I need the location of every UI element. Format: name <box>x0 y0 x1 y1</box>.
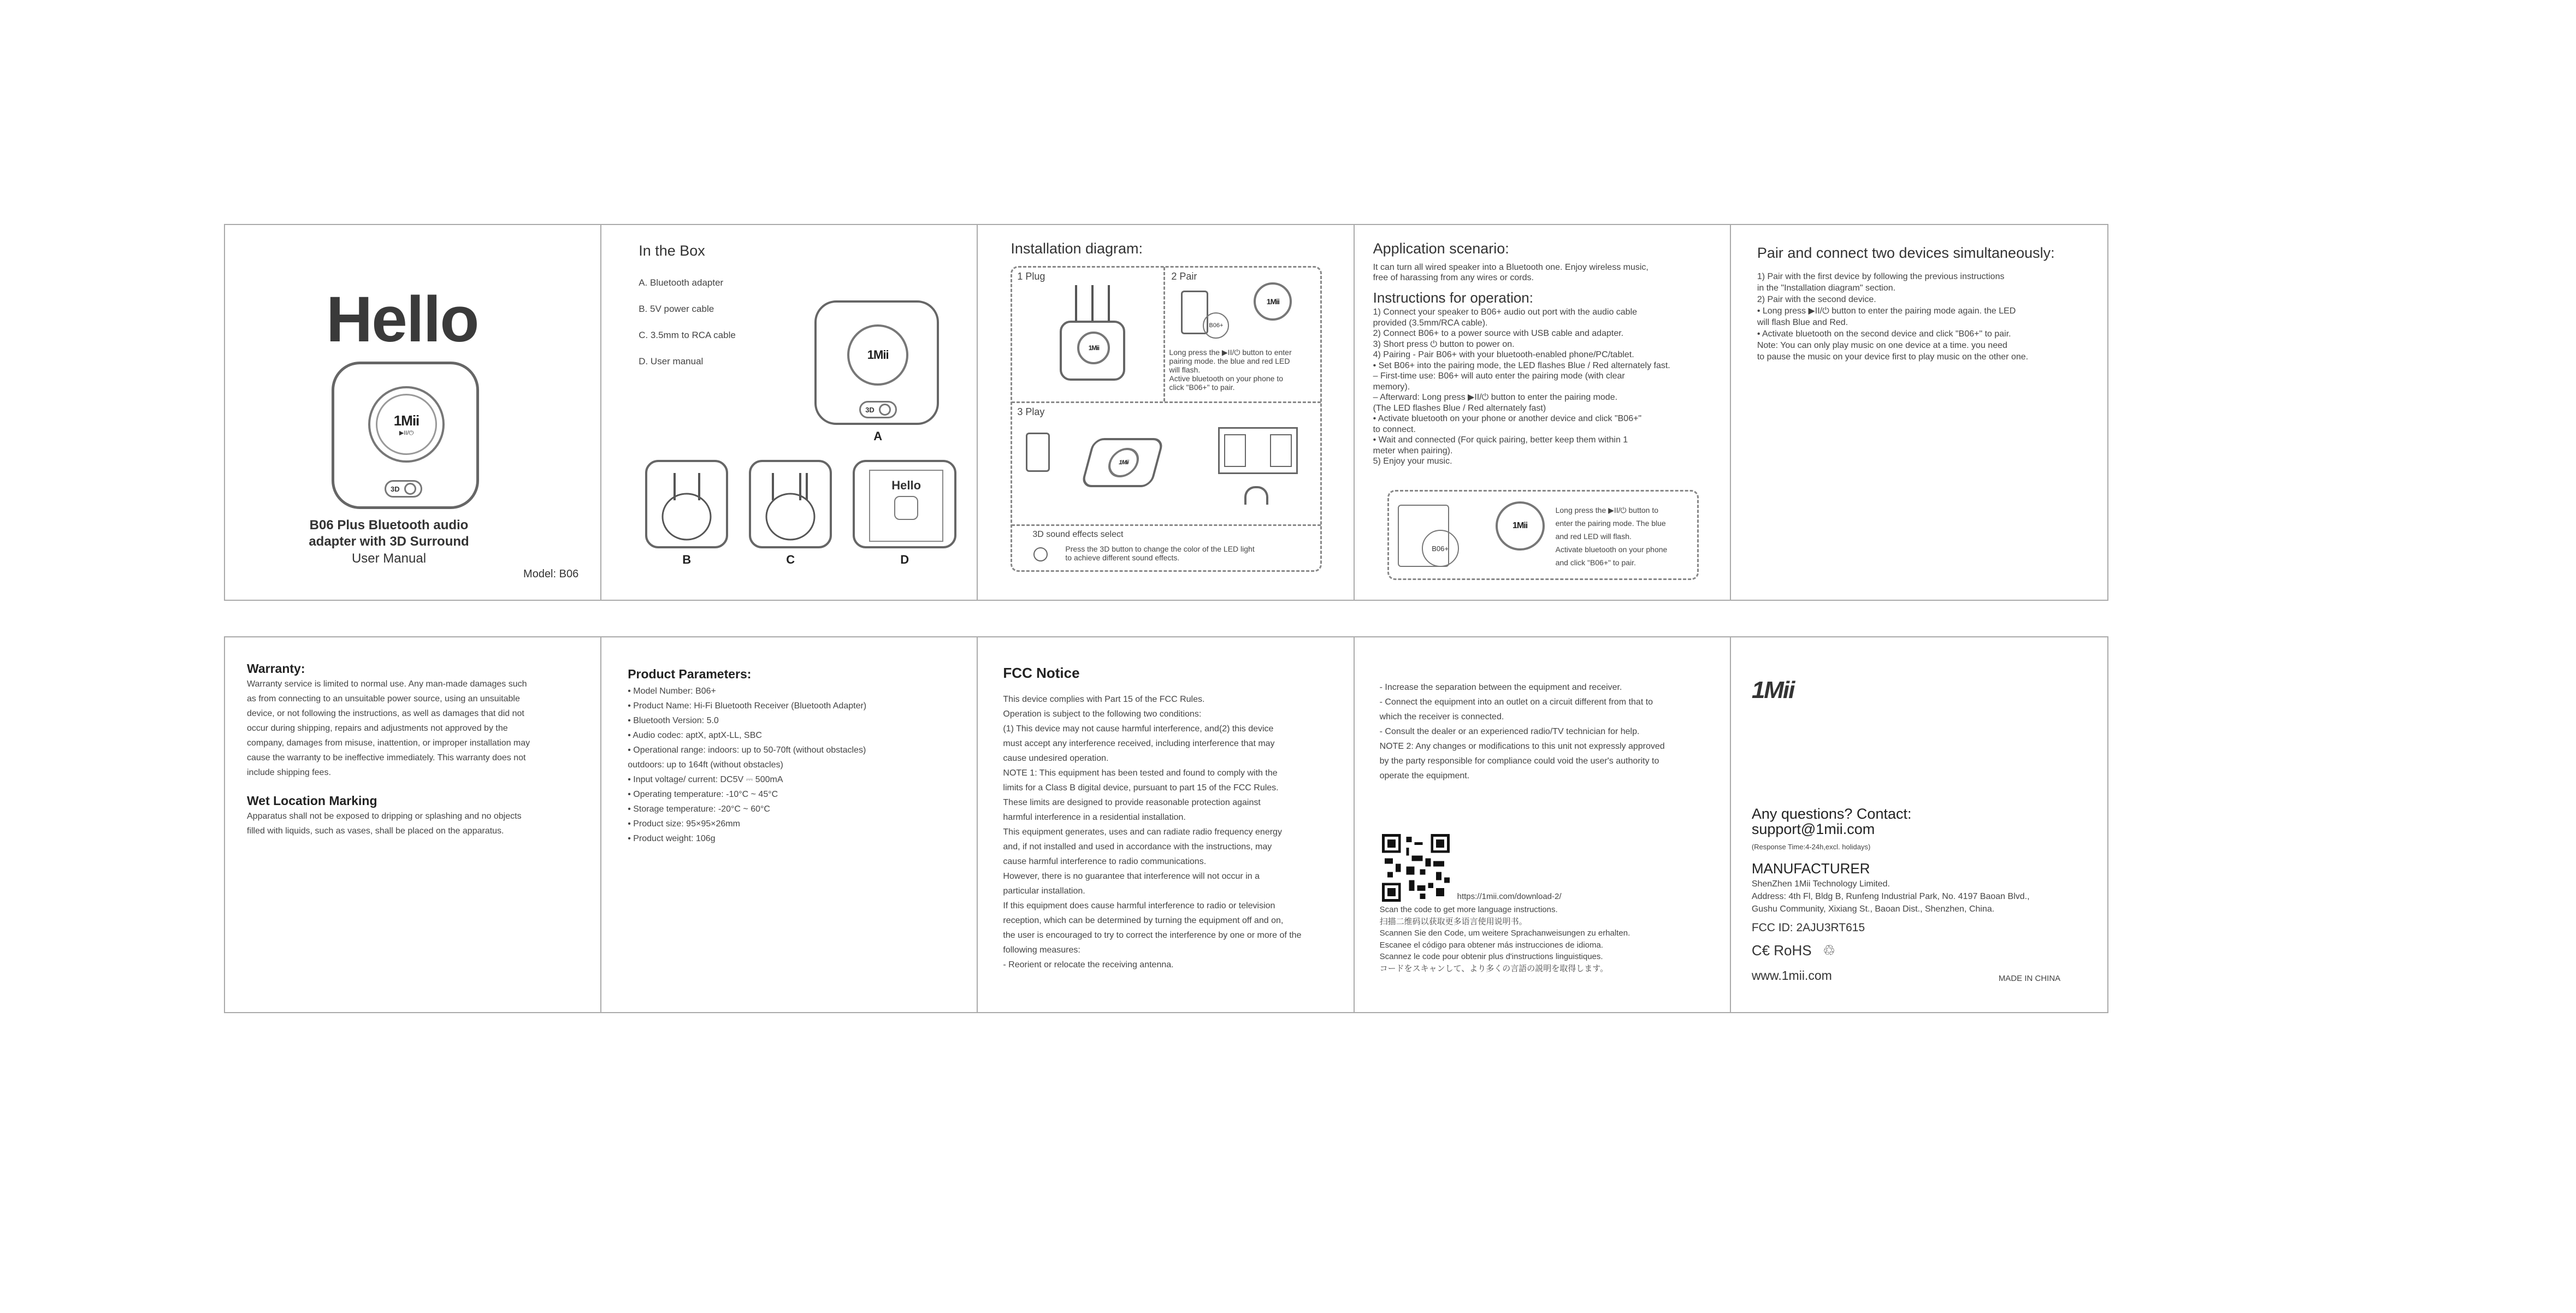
in-the-box-panel <box>601 225 978 600</box>
warranty-panel <box>225 637 601 1012</box>
installation-panel <box>978 225 1354 600</box>
warranty-text: Warranty service is limited to normal use. Any man-made damages such as from connecting to an unsuitable power source, using an unsuitable device, or not following the instructions, as well as damages that did not occur during shipping, repairs and adjustments not approved by the company, damages from misuse, inattention, or improper installation may cause the warranty to be ineffective immediately. This warranty does not include shipping fees. <box>247 679 530 777</box>
power-cable-illustration <box>645 460 728 548</box>
pair-two-heading: Pair and connect two devices simultaneously: <box>1757 245 2055 261</box>
headphones-icon <box>1244 486 1268 505</box>
label-d: D <box>900 553 909 566</box>
brand-logo: 1Mii <box>1751 677 1794 703</box>
play-adapter-illustration: 1Mii <box>1080 438 1165 487</box>
label-b: B <box>682 553 692 566</box>
pair-instructions: Long press the ▶II/⏻ button to enter pairing mode. the blue and red LED will flash. Active bluetooth on your phone to click "B06+" to pair. <box>1169 348 1292 392</box>
pair-dial-illustration: 1Mii <box>1496 501 1545 551</box>
adapter-box-illustration: 1Mii 3D <box>814 300 939 425</box>
b06-badge: B06+ <box>1422 530 1459 567</box>
label-a: A <box>873 429 883 443</box>
in-box-heading: In the Box <box>639 243 705 259</box>
effects-text: Press the 3D button to change the color of the LED light to achieve different sound effects. <box>1065 545 1255 562</box>
cover-hello: Hello <box>326 283 478 356</box>
pair-dial-illustration: 1Mii <box>1254 282 1292 321</box>
application-panel <box>1355 225 1731 600</box>
instructions-steps: 1) Connect your speaker to B06+ audio out port with the audio cable provided (3.5mm/RCA cable). 2) Connect B06+ to a power source with USB cable and adapter. 3) Short press ⏻ button to power on. 4) Pairing - Pair B06+ with your bluetooth-enabled phone/PC/tablet. • Set B06+ into the pairing mode, the LED flashes Blue / Red alternately fast. – First-time use: B06+ will auto enter the pairing mode (with clear memory). – Afterward: Long press ▶II/⏻ button to enter the pairing mode. (The LED flashes Blue / Red alternately fast) • Activate bluetooth on your phone or another device and click "B06+" to connect. • Wait and connected (For quick pairing, better keep them within 1 meter when pairing). 5) Enjoy your music. <box>1373 307 1670 466</box>
effects-heading: 3D sound effects select <box>1032 530 1124 539</box>
download-url[interactable]: https://1mii.com/download-2/ <box>1457 892 1562 901</box>
phone-icon <box>1026 433 1050 472</box>
pair-two-panel <box>1731 225 2107 600</box>
3d-button: 3D <box>385 480 422 498</box>
box-item: C. 3.5mm to RCA cable <box>639 330 736 340</box>
pair-two-text: 1) Pair with the first device by following the previous instructions in the "Installation diagram" section. 2) Pair with the second device. • Long press ▶II/⏻ button to enter the pairing mode again. the LED will flash Blue and Red. • Activate bluetooth on the second device and click "B06+" to pair. Note: You can only play music on one device at a time. you need to pause the music on your device first to play music on the other one. <box>1757 272 2029 362</box>
fcc-continued-panel <box>1355 637 1731 1012</box>
user-manual-illustration: Hello <box>853 460 956 548</box>
qr-code-icon <box>1382 834 1450 902</box>
power-icon <box>404 483 416 495</box>
made-in-label: MADE IN CHINA <box>1998 974 2061 983</box>
application-intro: It can turn all wired speaker into a Bluetooth one. Enjoy wireless music, free of harassing from any wires or cords. <box>1373 263 1649 282</box>
manufacturer-heading: MANUFACTURER <box>1751 860 1870 877</box>
fcc-text: This device complies with Part 15 of the FCC Rules. Operation is subject to the following two conditions: (1) This device may not cause harmful interference, and(2) this device must accept any interference received, including interference that may cause undesired operation. NOTE 1: This equipment has been tested and found to comply with the limits for a Class B digital device, pursuant to part 15 of the FCC Rules. These limits are designed to provide reasonable protection against harmful interference in a residential installation. This equipment generates, uses and can radiate radio frequency energy and, if not installed and used in accordance with the instructions, may cause harmful interference to radio communications. However, there is no guarantee that interference will not occur in a particular installation. If this equipment does cause harmful interference to radio or television reception, which can be determined by turning the equipment off and on, the user is encouraged to try to correct the interference by one or more of the following measures: - Reorient or relocate the receiving antenna. <box>1003 695 1302 969</box>
parameters-panel <box>601 637 978 1012</box>
box-item: D. User manual <box>639 356 704 366</box>
play-pause-label: ▶II/⏻ <box>399 429 414 436</box>
installation-heading: Installation diagram: <box>1011 240 1143 257</box>
rca-cable-illustration <box>749 460 832 548</box>
parameters-list: • Model Number: B06+ • Product Name: Hi-Fi Bluetooth Receiver (Bluetooth Adapter) • Bluetooth Version: 5.0 • Audio codec: aptX, aptX-LL, SBC • Operational range: indoors: up to 50-70ft (without obstacles) outdoors: up to 164ft (without obstacles) • Input voltage/ current: DC5V ⎓ 500mA • Operating temperature: -10°C ~ 45°C • Storage temperature: -20°C ~ 60°C • Product size: 95×95×26mm • Product weight: 106g <box>628 687 867 843</box>
bottom-sheet <box>224 636 2108 1013</box>
contact-panel <box>1731 637 2107 1012</box>
b06-badge: B06+ <box>1203 312 1229 339</box>
device-logo: 1Mii <box>393 412 420 429</box>
response-time: (Response Time:4-24h,excl. holidays) <box>1751 843 1871 851</box>
top-sheet <box>224 224 2108 601</box>
fcc-panel <box>978 637 1354 1012</box>
cover-panel <box>225 225 601 600</box>
fcc-heading: FCC Notice <box>1003 665 1080 681</box>
wet-location-text: Apparatus shall not be exposed to dripping or splashing and no objects filled with liquids, such as vases, shall be placed on the apparatus. <box>247 812 522 836</box>
in-box-list <box>639 263 736 381</box>
questions-label: Any questions? Contact: <box>1751 806 1912 822</box>
label-c: C <box>786 553 795 566</box>
fcc-continued-text: - Increase the separation between the equipment and receiver. - Connect the equipment into an outlet on a circuit different from that to which the receiver is connected. - Consult the dealer or an experienced radio/TV technician for help. NOTE 2: Any changes or modifications to this unit not expressly approved by the party responsible for compliance could void the user's authority to operate the equipment. <box>1379 683 1665 780</box>
parameters-heading: Product Parameters: <box>628 667 752 681</box>
model-number: Model: B06 <box>523 568 579 580</box>
plug-label: 1 Plug <box>1017 271 1045 282</box>
box-item: B. 5V power cable <box>639 304 714 314</box>
weee-icon: ♲ <box>1822 942 1836 959</box>
application-heading: Application scenario: <box>1373 240 1509 257</box>
adapter-illustration <box>332 362 479 509</box>
pairing-diagram <box>1387 490 1699 580</box>
manufacturer-address: ShenZhen 1Mii Technology Limited. Address: 4th Fl, Bldg B, Runfeng Industrial Park, No. 4197 Baoan Blvd., Gushu Community, Xixiang St., Baoan Dist., Shenzhen, China. <box>1751 879 2030 914</box>
product-title: B06 Plus Bluetooth audio adapter with 3D Surround <box>309 518 469 549</box>
wet-location-heading: Wet Location Marking <box>247 794 377 808</box>
scan-instructions: Scan the code to get more language instructions. 扫描二维码以获取更多语言使用说明书。 Scannen Sie den Code, um weitere Sprachanweisungen zu erhalten. Escanee el código para obtener más instrucciones de idioma. Scannez le code pour obtenir plus d'instructions linguistiques. コードをスキャンして、より多くの言語の説明を取得します。 <box>1379 905 1630 973</box>
box-item: A. Bluetooth adapter <box>639 277 724 288</box>
support-email[interactable]: support@1mii.com <box>1751 821 1875 837</box>
user-manual-label: User Manual <box>351 551 427 566</box>
website-link[interactable]: www.1mii.com <box>1751 968 1832 983</box>
stereo-icon <box>1218 427 1298 474</box>
plug-adapter-illustration: 1Mii <box>1060 321 1125 381</box>
fcc-id: FCC ID: 2AJU3RT615 <box>1751 921 1865 934</box>
warranty-heading: Warranty: <box>247 661 305 676</box>
pairing-instructions: Long press the ▶II/⏻ button to enter the pairing mode. The blue and red LED will flash. Activate bluetooth on your phone and click "B06+" to pair. <box>1555 506 1668 567</box>
play-label: 3 Play <box>1017 406 1045 417</box>
instructions-heading: Instructions for operation: <box>1373 289 1533 306</box>
certification-marks: C€ RoHS <box>1751 942 1812 959</box>
pair-label: 2 Pair <box>1171 271 1197 282</box>
